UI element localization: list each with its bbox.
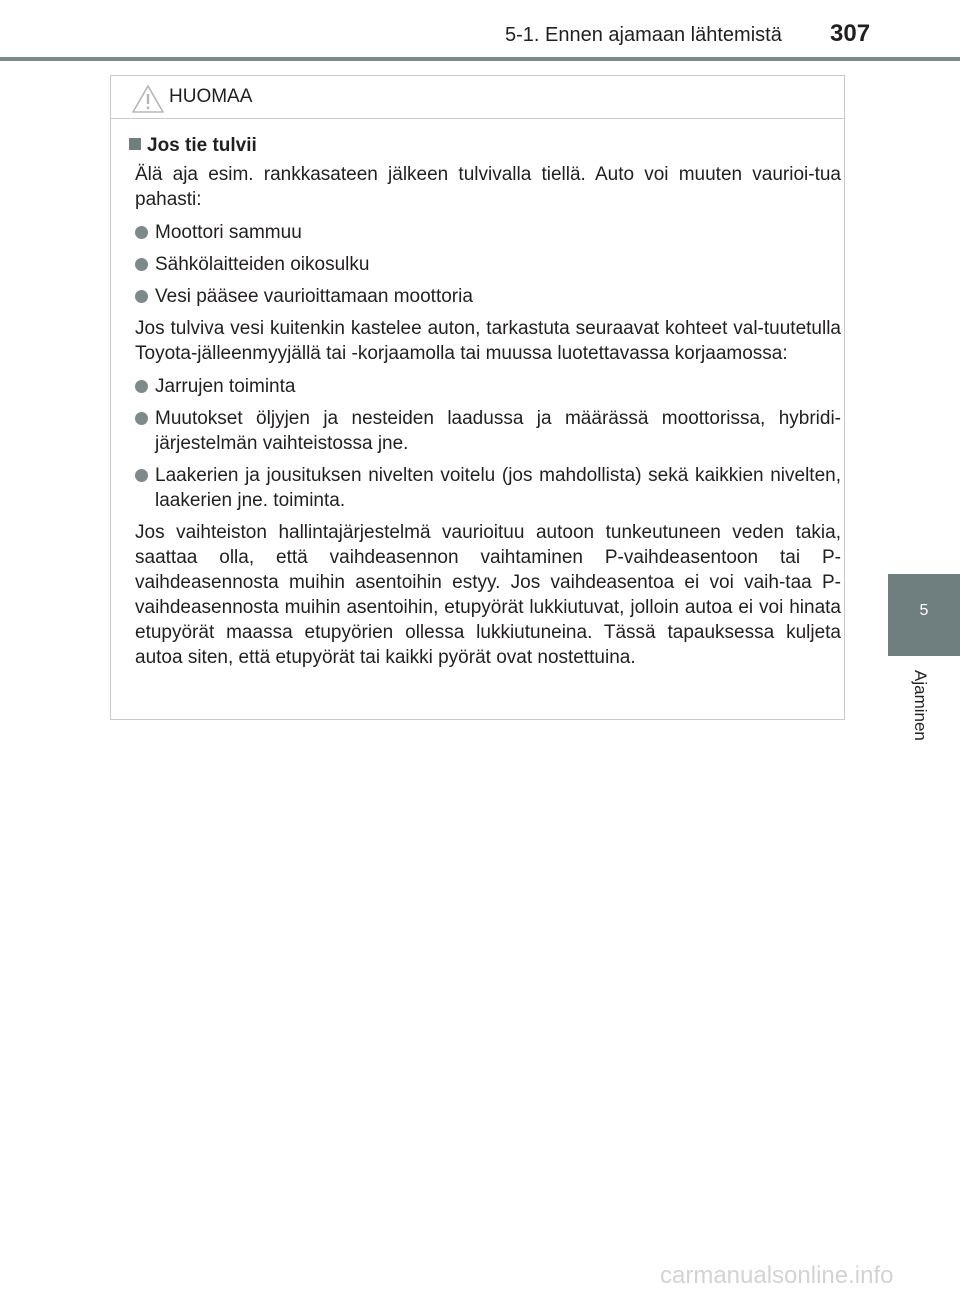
notice-content	[129, 134, 841, 678]
list-item	[135, 406, 841, 456]
section-title-text: Jos tie tulvii	[147, 135, 257, 156]
round-bullet-icon	[135, 258, 148, 271]
check-intro-paragraph: Jos tulviva vesi kuitenkin kastelee auton, tarkastuta seuraavat kohteet val-tuutetulla Toyota-jälleenmyyjällä tai -korjaamolla tai muussa luotettavassa korjaamossa:	[135, 318, 841, 364]
notice-box	[110, 75, 845, 720]
header-rule	[0, 57, 960, 61]
notice-header	[111, 76, 844, 119]
chapter-number: 5	[919, 602, 929, 619]
round-bullet-icon	[135, 290, 148, 303]
watermark: carmanualsonline.info	[660, 1262, 894, 1289]
list-item-text: Vesi pääsee vaurioittamaan moottoria	[155, 286, 473, 307]
list-item-text: Moottori sammuu	[155, 222, 302, 243]
page-number: 307	[830, 20, 871, 47]
list-item	[135, 220, 841, 245]
intro-paragraph: Älä aja esim. rankkasateen jälkeen tulvivalla tiellä. Auto voi muuten vaurioi-tua pahasti:	[135, 164, 841, 210]
section-title	[129, 134, 841, 158]
list-item	[135, 284, 841, 309]
list-item-text: Jarrujen toiminta	[155, 376, 296, 397]
list-item	[135, 463, 841, 513]
list-item-text: Laakerien ja jousituksen nivelten voitelu (jos mahdollista) sekä kaikkien nivelten, laakerien jne. toiminta.	[155, 465, 841, 511]
list-item	[135, 374, 841, 399]
warning-triangle-icon	[131, 84, 165, 114]
round-bullet-icon	[135, 412, 148, 425]
round-bullet-icon	[135, 380, 148, 393]
round-bullet-icon	[135, 226, 148, 239]
notice-label: HUOMAA	[169, 86, 253, 107]
square-bullet-icon	[129, 138, 141, 150]
list-item-text: Muutokset öljyjen ja nesteiden laadussa ja määrässä moottorissa, hybridi-järjestelmän vaihteistossa jne.	[155, 408, 841, 454]
list-item	[135, 252, 841, 277]
chapter-name: Ajaminen	[911, 670, 930, 741]
round-bullet-icon	[135, 469, 148, 482]
list-item-text: Sähkölaitteiden oikosulku	[155, 254, 370, 275]
chapter-tab	[888, 574, 960, 656]
running-header: 5-1. Ennen ajamaan lähtemistä	[505, 24, 782, 46]
closing-paragraph: Jos vaihteiston hallintajärjestelmä vaurioituu autoon tunkeutuneen veden takia, saattaa olla, että vaihdeasennon vaihtaminen P-vaihdeasentoon tai P-vaihdeasennosta muihin asentoihin estyy. Jos vaihdeasentoa ei voi vaih-taa P-vaihdeasennosta muihin asentoihin, etupyörät lukkiutuvat, jolloin autoa ei voi hinata etupyörät maassa etupyörien ollessa lukkiutuneina. Tässä tapauksessa kuljeta autoa siten, että etupyörät tai kaikki pyörät ovat nostettuina.	[135, 522, 841, 668]
